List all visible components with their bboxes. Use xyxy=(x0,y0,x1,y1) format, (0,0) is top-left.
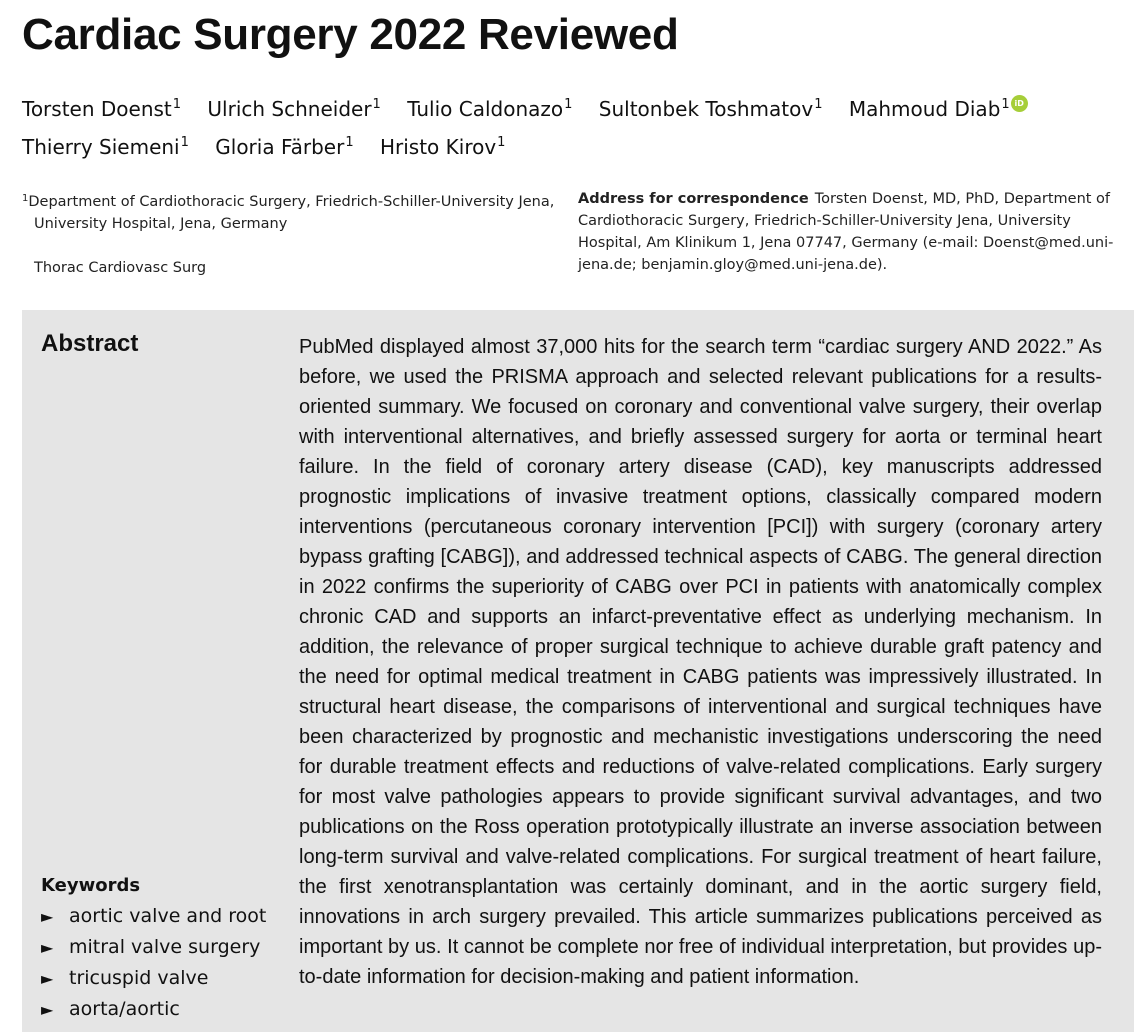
correspondence-text: Torsten Doenst, MD, PhD, Department of Cardiothoracic Surgery, Friedrich-Schiller-University Jena, University Hospital, Am Klinikum 1, Jena 07747, Germany (e-mail: Doenst@med.uni-jena.de; benjamin.gloy@med.uni-jena.de). xyxy=(578,191,1114,273)
author-name: Hristo Kirov xyxy=(379,135,497,159)
arrow-bullet-icon: ► xyxy=(41,907,54,926)
author xyxy=(22,88,181,126)
author-name: Ulrich Schneider xyxy=(207,97,372,121)
author-name: Gloria Färber xyxy=(215,135,345,159)
author xyxy=(599,88,823,126)
keyword-list xyxy=(41,901,291,1025)
affiliation-marker: 1 xyxy=(345,135,354,150)
affiliation-number: 1 xyxy=(22,193,29,204)
article-title: Cardiac Surgery 2022 Reviewed xyxy=(22,10,679,59)
affiliation-marker: 1 xyxy=(1001,97,1010,112)
affiliation-marker: 1 xyxy=(497,135,506,150)
keyword-item xyxy=(41,901,291,932)
keyword-item xyxy=(41,963,291,994)
abstract-box xyxy=(22,310,1134,1032)
author-name: Thierry Siemeni xyxy=(22,135,180,159)
author-name: Sultonbek Toshmatov xyxy=(598,97,814,121)
keyword-text: aortic valve and root xyxy=(69,905,267,927)
affiliation-marker: 1 xyxy=(172,97,182,112)
arrow-bullet-icon: ► xyxy=(41,969,54,988)
affiliation-marker: 1 xyxy=(180,135,189,150)
orcid-icon[interactable]: iD xyxy=(1011,95,1028,112)
arrow-bullet-icon: ► xyxy=(41,938,54,957)
author-name: Mahmoud Diab xyxy=(848,97,1001,121)
affiliation-marker: 1 xyxy=(564,97,573,112)
affiliation-marker: 1 xyxy=(814,97,823,112)
author xyxy=(849,88,1028,126)
author-list xyxy=(22,88,1122,164)
author xyxy=(407,88,572,126)
keyword-item xyxy=(41,932,291,963)
keyword-item xyxy=(41,994,291,1025)
affiliation-text: Department of Cardiothoracic Surgery, Friedrich-Schiller-University Jena, University Hospital, Jena, Germany xyxy=(28,194,555,232)
affiliation xyxy=(22,188,562,235)
author xyxy=(207,88,380,126)
arrow-bullet-icon: ► xyxy=(41,1000,54,1019)
author xyxy=(22,126,189,164)
keyword-text: aorta/aortic xyxy=(69,998,180,1020)
keywords-section xyxy=(41,873,291,1025)
affiliations xyxy=(22,188,562,279)
author-name: Torsten Doenst xyxy=(22,97,172,121)
abstract-text: PubMed displayed almost 37,000 hits for the search term “cardiac surgery AND 2022.” As before, we used the PRISMA approach and selected relevant publications for a results-oriented summary. We focused on coronary and conventional valve surgery, their overlap with interventional alternatives, and briefly assessed surgery for aorta or terminal heart failure. In the field of coronary artery disease (CAD), key manuscripts addressed prognostic implications of invasive treatment options, classically compared modern interventions (percutaneous coronary intervention [PCI]) with surgery (coronary artery bypass grafting [CABG]), and addressed technical aspects of CABG. The general direction in 2022 confirms the superiority of CABG over PCI in patients with anatomically complex chronic CAD and supports an infarct-preventative effect as underlying mechanism. In addition, the relevance of proper surgical technique to achieve durable graft patency and the need for optimal medical treatment in CABG patients was impressively illustrated. In structural heart disease, the comparisons of interventional and surgical techniques have been characterized by prognostic and mechanistic investigations underscoring the need for durable treatment effects and reductions of valve-related complications. Early surgery for most valve pathologies appears to provide significant survival advantages, and two publications on the Ross operation prototypically illustrate an inverse association between long-term survival and valve-related complications. For surgical treatment of heart failure, the first xenotransplantation was certainly dominant, and in the aortic surgery field, innovations in arch surgery prevailed. This article summarizes publications perceived as important by us. It cannot be complete nor free of individual interpretation, but provides up-to-date information for decision-making and patient information. xyxy=(299,336,1102,988)
affiliation-marker: 1 xyxy=(372,97,381,112)
correspondence-label: Address for correspondence xyxy=(578,191,809,207)
author-name: Tulio Caldonazo xyxy=(407,97,564,121)
author xyxy=(380,126,505,164)
abstract-heading: Abstract xyxy=(41,330,139,357)
author xyxy=(215,126,353,164)
keyword-text: mitral valve surgery xyxy=(69,936,261,958)
keywords-heading: Keywords xyxy=(41,875,141,896)
correspondence xyxy=(578,188,1118,276)
journal-name: Thorac Cardiovasc Surg xyxy=(34,260,207,276)
keyword-text: tricuspid valve xyxy=(69,967,209,989)
